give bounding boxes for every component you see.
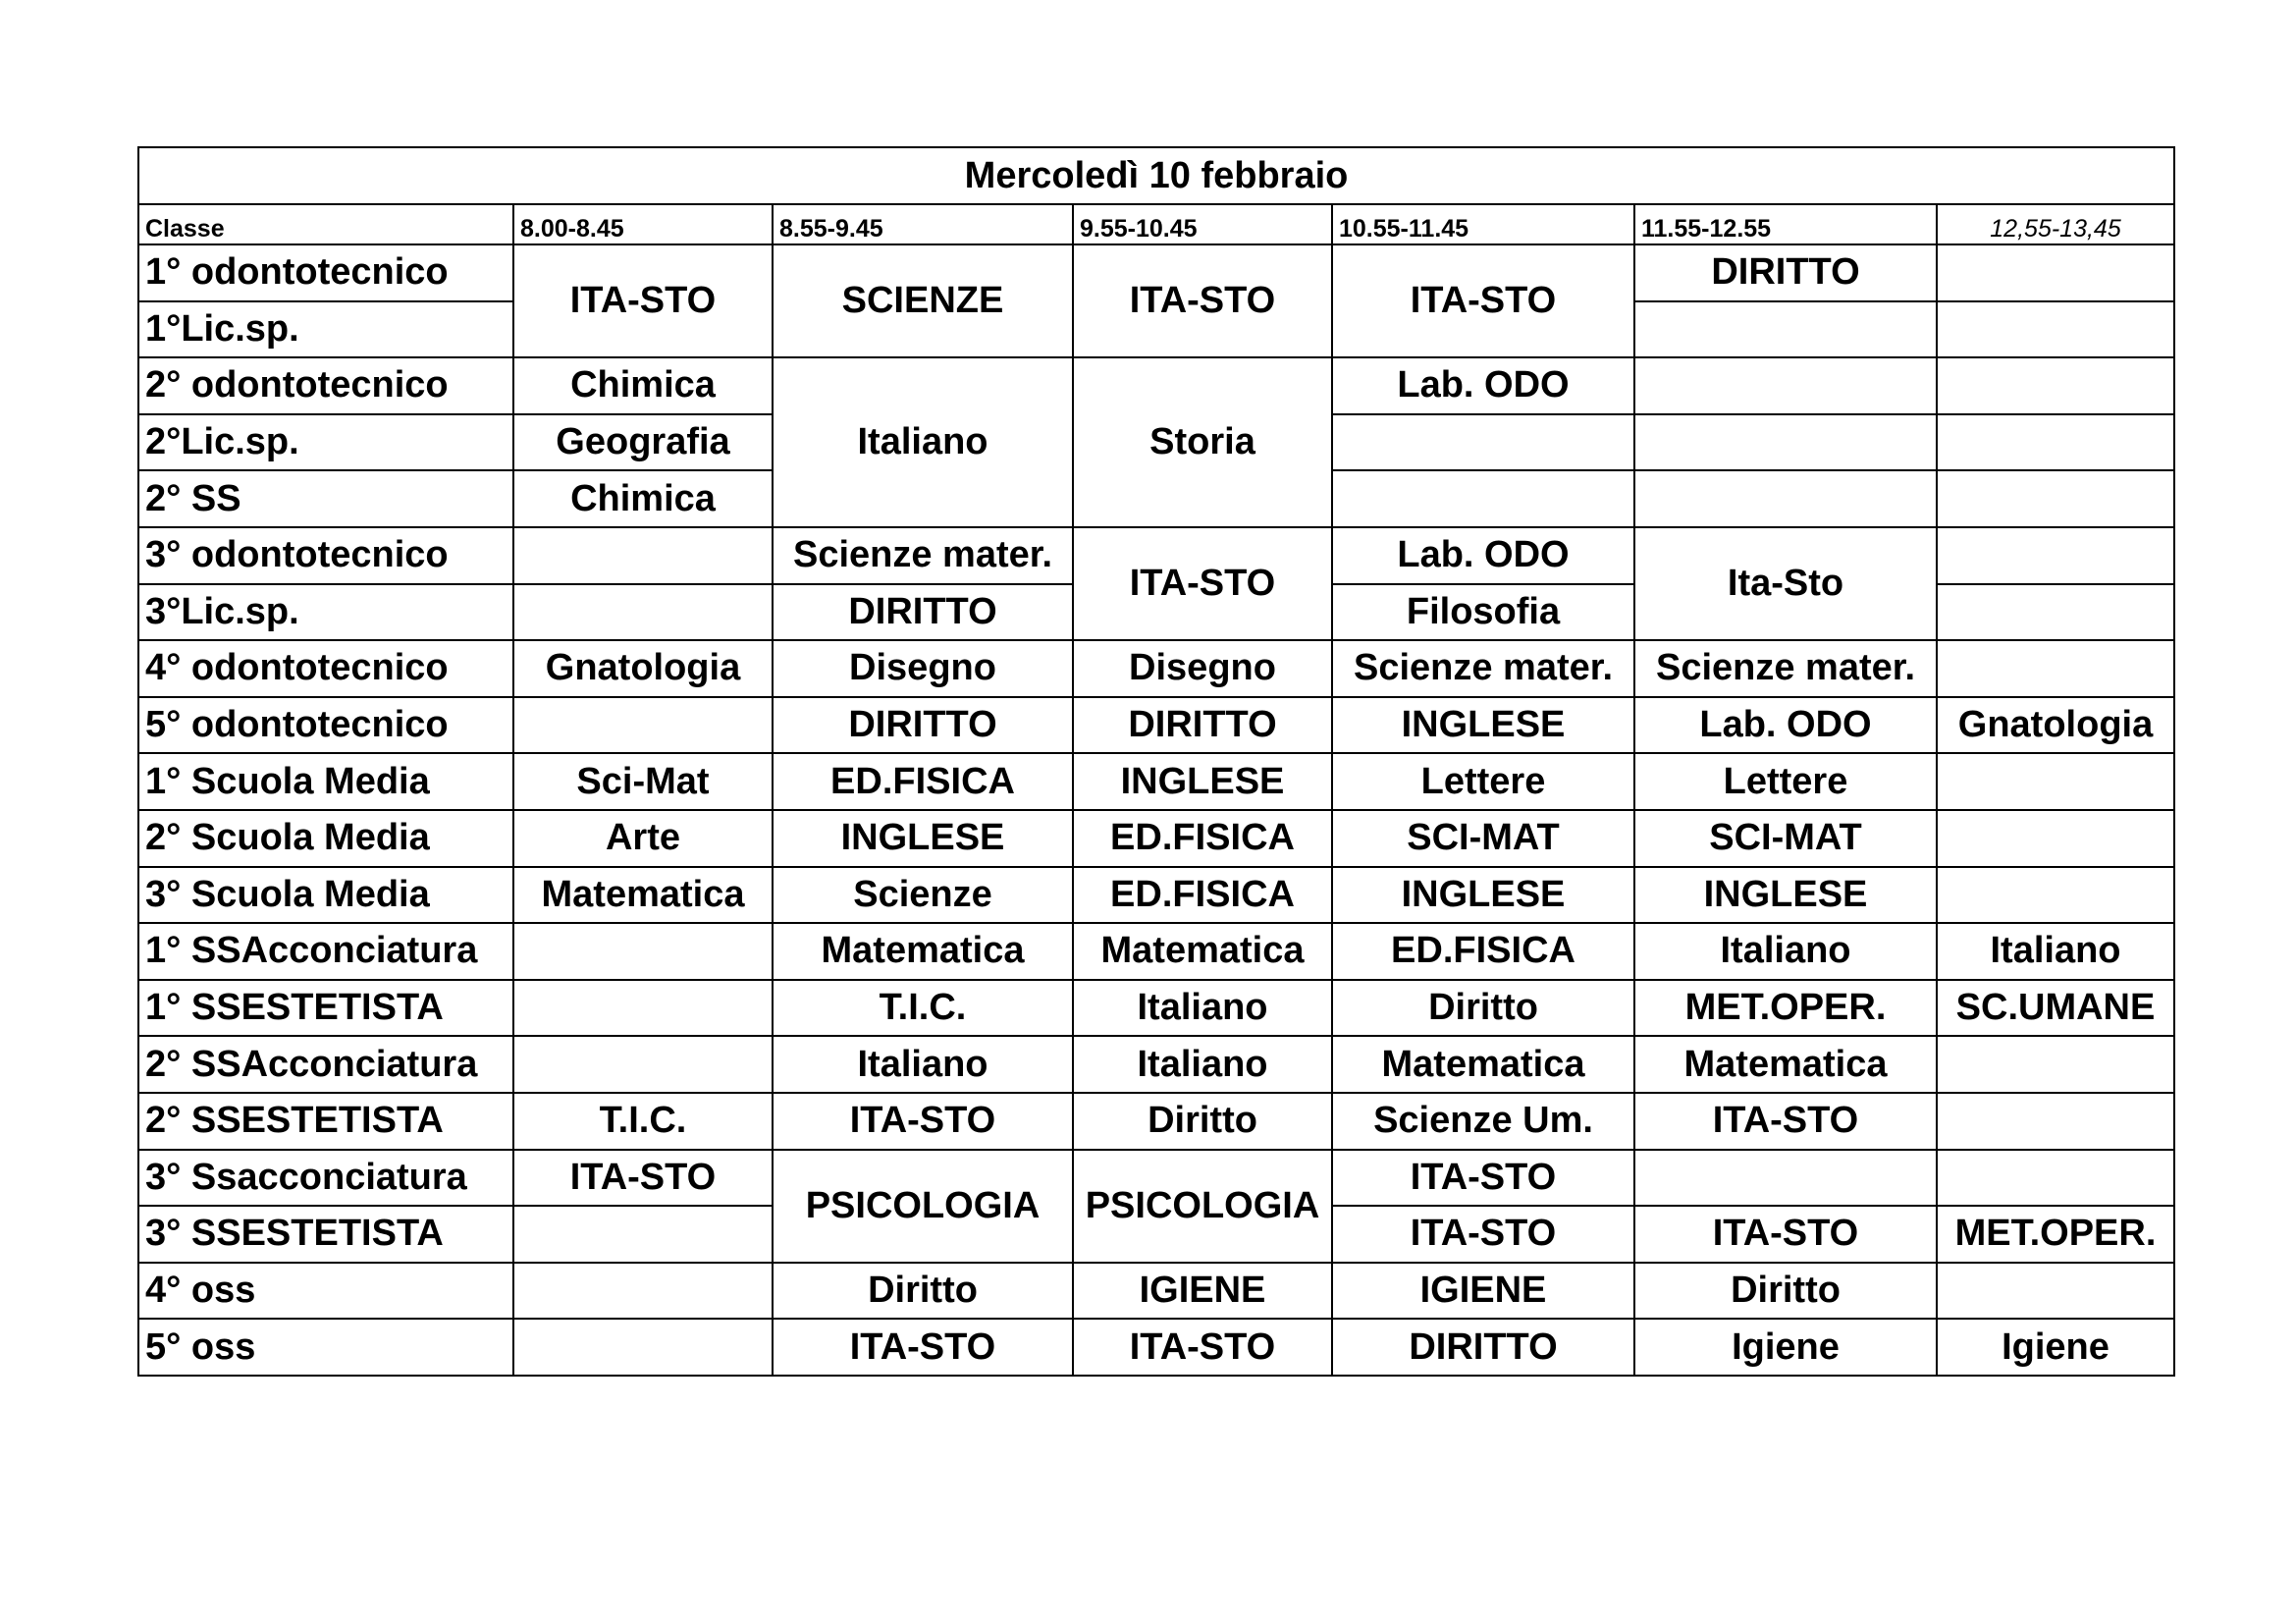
subject-cell: ED.FISICA [1073, 867, 1332, 924]
table-row [138, 357, 2174, 414]
subject-cell: Disegno [1073, 640, 1332, 697]
subject-cell [1937, 810, 2174, 867]
subject-cell [513, 1263, 773, 1320]
subject-cell [1937, 1263, 2174, 1320]
subject-cell: ED.FISICA [773, 753, 1073, 810]
header-cell-slot-2: 8.55-9.45 [773, 204, 1073, 244]
class-name-cell: 5° odontotecnico [138, 697, 513, 754]
subject-cell: PSICOLOGIA [773, 1150, 1073, 1263]
subject-cell: ITA-STO [1332, 1206, 1634, 1263]
class-name-cell: 3°Lic.sp. [138, 584, 513, 641]
subject-cell [1937, 244, 2174, 301]
class-name-cell: 1° SSAcconciatura [138, 923, 513, 980]
table-row [138, 980, 2174, 1037]
header-cell-slot-1: 8.00-8.45 [513, 204, 773, 244]
title-row [138, 147, 2174, 204]
subject-cell: Sci-Mat [513, 753, 773, 810]
subject-cell: Diritto [1634, 1263, 1937, 1320]
table-title: Mercoledì 10 febbraio [138, 147, 2174, 204]
class-name-cell: 2° Scuola Media [138, 810, 513, 867]
subject-cell: DIRITTO [1073, 697, 1332, 754]
header-cell-slot-6: 12,55-13,45 [1937, 204, 2174, 244]
subject-cell: Arte [513, 810, 773, 867]
subject-cell: Italiano [1073, 980, 1332, 1037]
subject-cell: SC.UMANE [1937, 980, 2174, 1037]
subject-cell: Lettere [1634, 753, 1937, 810]
subject-cell: PSICOLOGIA [1073, 1150, 1332, 1263]
class-name-cell: 1°Lic.sp. [138, 301, 513, 358]
subject-cell: INGLESE [1332, 867, 1634, 924]
table-row [138, 244, 2174, 301]
subject-cell: Storia [1073, 357, 1332, 527]
subject-cell [513, 527, 773, 584]
subject-cell: Lab. ODO [1332, 527, 1634, 584]
subject-cell: SCI-MAT [1332, 810, 1634, 867]
subject-cell: Geografia [513, 414, 773, 471]
subject-cell: ED.FISICA [1073, 810, 1332, 867]
subject-cell: Diritto [1332, 980, 1634, 1037]
subject-cell [513, 1206, 773, 1263]
subject-cell [1634, 1150, 1937, 1207]
table-row [138, 527, 2174, 584]
class-name-cell: 1° odontotecnico [138, 244, 513, 301]
subject-cell: ITA-STO [1634, 1093, 1937, 1150]
subject-cell: ITA-STO [1073, 244, 1332, 357]
subject-cell: Chimica [513, 470, 773, 527]
subject-cell: Lab. ODO [1634, 697, 1937, 754]
table-row [138, 640, 2174, 697]
header-cell-slot-5: 11.55-12.55 [1634, 204, 1937, 244]
subject-cell: Igiene [1937, 1319, 2174, 1376]
subject-cell: Lab. ODO [1332, 357, 1634, 414]
subject-cell [513, 1319, 773, 1376]
subject-cell: Gnatologia [513, 640, 773, 697]
subject-cell: Italiano [1634, 923, 1937, 980]
subject-cell [1937, 527, 2174, 584]
subject-cell: Matematica [773, 923, 1073, 980]
class-name-cell: 3° Scuola Media [138, 867, 513, 924]
table-row [138, 1093, 2174, 1150]
subject-cell [1937, 640, 2174, 697]
subject-cell [513, 584, 773, 641]
subject-cell: ITA-STO [773, 1093, 1073, 1150]
class-name-cell: 2° SSAcconciatura [138, 1036, 513, 1093]
header-cell-slot-3: 9.55-10.45 [1073, 204, 1332, 244]
class-name-cell: 3° odontotecnico [138, 527, 513, 584]
subject-cell: Igiene [1634, 1319, 1937, 1376]
subject-cell [513, 697, 773, 754]
subject-cell [513, 980, 773, 1037]
subject-cell: Italiano [773, 357, 1073, 527]
subject-cell [1634, 357, 1937, 414]
subject-cell: ITA-STO [513, 244, 773, 357]
class-name-cell: 4° odontotecnico [138, 640, 513, 697]
subject-cell: Diritto [773, 1263, 1073, 1320]
subject-cell: ITA-STO [1332, 1150, 1634, 1207]
subject-cell: ITA-STO [1073, 1319, 1332, 1376]
subject-cell: Scienze Um. [1332, 1093, 1634, 1150]
subject-cell [1937, 1150, 2174, 1207]
table-row [138, 1036, 2174, 1093]
subject-cell: T.I.C. [513, 1093, 773, 1150]
table-row [138, 923, 2174, 980]
class-name-cell: 1° SSESTETISTA [138, 980, 513, 1037]
subject-cell [1937, 867, 2174, 924]
subject-cell: T.I.C. [773, 980, 1073, 1037]
subject-cell: Disegno [773, 640, 1073, 697]
subject-cell [1634, 470, 1937, 527]
table-row [138, 1150, 2174, 1207]
subject-cell: Matematica [1634, 1036, 1937, 1093]
header-row [138, 204, 2174, 244]
subject-cell [513, 1036, 773, 1093]
subject-cell: Scienze [773, 867, 1073, 924]
subject-cell: Chimica [513, 357, 773, 414]
subject-cell [1937, 470, 2174, 527]
subject-cell: Italiano [773, 1036, 1073, 1093]
subject-cell [1937, 1093, 2174, 1150]
subject-cell: ED.FISICA [1332, 923, 1634, 980]
class-name-cell: 3° SSESTETISTA [138, 1206, 513, 1263]
subject-cell: ITA-STO [1332, 244, 1634, 357]
subject-cell: Matematica [513, 867, 773, 924]
subject-cell: ITA-STO [1073, 527, 1332, 640]
subject-cell: SCI-MAT [1634, 810, 1937, 867]
subject-cell: MET.OPER. [1937, 1206, 2174, 1263]
table-row [138, 1319, 2174, 1376]
subject-cell: Gnatologia [1937, 697, 2174, 754]
subject-cell [1634, 414, 1937, 471]
class-name-cell: 2°Lic.sp. [138, 414, 513, 471]
subject-cell: DIRITTO [773, 697, 1073, 754]
class-name-cell: 2° SSESTETISTA [138, 1093, 513, 1150]
subject-cell [1937, 357, 2174, 414]
subject-cell [1937, 584, 2174, 641]
subject-cell: ITA-STO [513, 1150, 773, 1207]
subject-cell: DIRITTO [1332, 1319, 1634, 1376]
class-name-cell: 4° oss [138, 1263, 513, 1320]
subject-cell: INGLESE [1332, 697, 1634, 754]
subject-cell: INGLESE [1634, 867, 1937, 924]
subject-cell [1937, 1036, 2174, 1093]
subject-cell: ITA-STO [1634, 1206, 1937, 1263]
subject-cell: Diritto [1073, 1093, 1332, 1150]
subject-cell: Scienze mater. [773, 527, 1073, 584]
subject-cell: INGLESE [773, 810, 1073, 867]
subject-cell: Filosofia [1332, 584, 1634, 641]
subject-cell: IGIENE [1073, 1263, 1332, 1320]
class-name-cell: 3° Ssacconciatura [138, 1150, 513, 1207]
subject-cell: Scienze mater. [1634, 640, 1937, 697]
subject-cell: SCIENZE [773, 244, 1073, 357]
subject-cell [1634, 301, 1937, 358]
table-row [138, 1263, 2174, 1320]
subject-cell: Scienze mater. [1332, 640, 1634, 697]
subject-cell: Italiano [1073, 1036, 1332, 1093]
subject-cell: Ita-Sto [1634, 527, 1937, 640]
header-cell-slot-4: 10.55-11.45 [1332, 204, 1634, 244]
table-row [138, 753, 2174, 810]
subject-cell [1332, 470, 1634, 527]
subject-cell: ITA-STO [773, 1319, 1073, 1376]
table-row [138, 867, 2174, 924]
class-name-cell: 1° Scuola Media [138, 753, 513, 810]
subject-cell: INGLESE [1073, 753, 1332, 810]
header-cell-classe: Classe [138, 204, 513, 244]
subject-cell: Lettere [1332, 753, 1634, 810]
subject-cell [1332, 414, 1634, 471]
subject-cell [513, 923, 773, 980]
subject-cell [1937, 414, 2174, 471]
subject-cell: IGIENE [1332, 1263, 1634, 1320]
table-row [138, 810, 2174, 867]
subject-cell: Matematica [1073, 923, 1332, 980]
class-name-cell: 2° odontotecnico [138, 357, 513, 414]
subject-cell: Matematica [1332, 1036, 1634, 1093]
subject-cell [1937, 301, 2174, 358]
subject-cell: DIRITTO [773, 584, 1073, 641]
class-name-cell: 5° oss [138, 1319, 513, 1376]
subject-cell: Italiano [1937, 923, 2174, 980]
subject-cell [1937, 753, 2174, 810]
schedule-table [137, 146, 2175, 1377]
subject-cell: MET.OPER. [1634, 980, 1937, 1037]
table-row [138, 697, 2174, 754]
class-name-cell: 2° SS [138, 470, 513, 527]
subject-cell: DIRITTO [1634, 244, 1937, 301]
